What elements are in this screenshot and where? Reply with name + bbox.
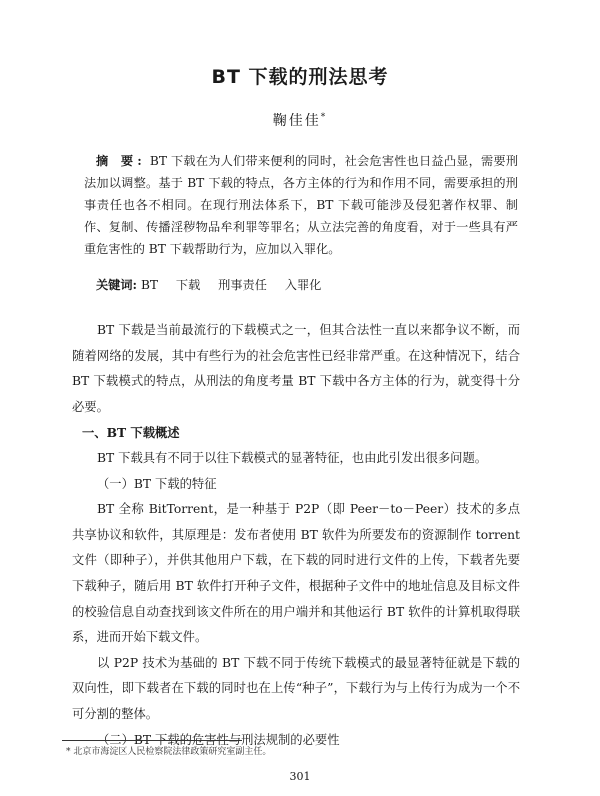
page-number: 301 (289, 770, 311, 783)
section-heading: 一、BT 下载概述 (82, 425, 180, 441)
subsection-paragraph: BT 全称 BitTorrent，是一种基于 P2P（即 Peer－to－Peer）技术的多点共享协议和软件，其原理是：发布者使用 BT 软件为所要发布的资源制作 torrent 文件（即种子），并供其他用户下载，在下载的同时进行文件的上传，下载者先要下载种子，随后用 BT 软件打开种子文件，根据种子文件中的地址信息及目标文件的校验信息自动查找到该文件所在的用户端并和其他运行 BT 软件的计算机取得联系，进而开始下载文件。 (72, 502, 520, 645)
subsection-paragraph: 以 P2P 技术为基础的 BT 下载不同于传统下载模式的最显著特征就是下载的双向性，即下载者在下载的同时也在上传“种子”，下载行为与上传行为成为一个不可分割的整体。 (72, 655, 520, 721)
author-footnote-marker: * (320, 112, 328, 123)
intro-paragraph: BT 下载是当前最流行的下载模式之一，但其合法性一直以来都争议不断，而随着网络的发展，其中有些行为的社会危害性已经非常严重。在这种情况下，结合 BT 下载模式的特点，从刑法的角度考量 BT 下载中各方主体的行为，就变得十分必要。 (72, 323, 520, 414)
keyword-item: 刑事责任 (218, 278, 267, 292)
subsection-heading: （二）BT 下载的危害性与刑法规制的必要性 (97, 732, 340, 747)
keywords (96, 275, 516, 295)
author-name: 鞠佳佳 (272, 113, 321, 129)
paper-title: BT 下载的刑法思考 (211, 66, 389, 88)
keywords-label: 关键词: (96, 278, 138, 292)
section-paragraph: BT 下载具有不同于以往下载模式的显著特征，也由此引发出很多问题。 (97, 450, 488, 465)
footnote: * 北京市海淀区人民检察院法律政策研究室副主任。 (66, 747, 272, 757)
footnote-divider (62, 740, 242, 741)
keyword-item: 下载 (175, 278, 201, 292)
body-text (72, 318, 520, 753)
keyword-item: BT (140, 278, 159, 292)
abstract (84, 150, 518, 260)
abstract-text: BT 下载在为人们带来便利的同时，社会危害性也日益凸显，需要刑法加以调整。基于 BT 下载的特点，各方主体的行为和作用不同，需要承担的刑事责任也各不相同。在现行刑法体系下，BT 下载可能涉及侵犯著作权罪、制作、复制、传播淫秽物品牟利罪等罪名；从立法完善的角度看，对于一些具有严重危害性的 BT 下载帮助行为，应加以入罪化。 (84, 154, 519, 256)
abstract-label: 摘 要: (96, 154, 146, 168)
author-line (0, 110, 600, 130)
keyword-item: 入罪化 (284, 278, 322, 292)
subsection-heading: （一）BT 下载的特征 (97, 476, 217, 491)
